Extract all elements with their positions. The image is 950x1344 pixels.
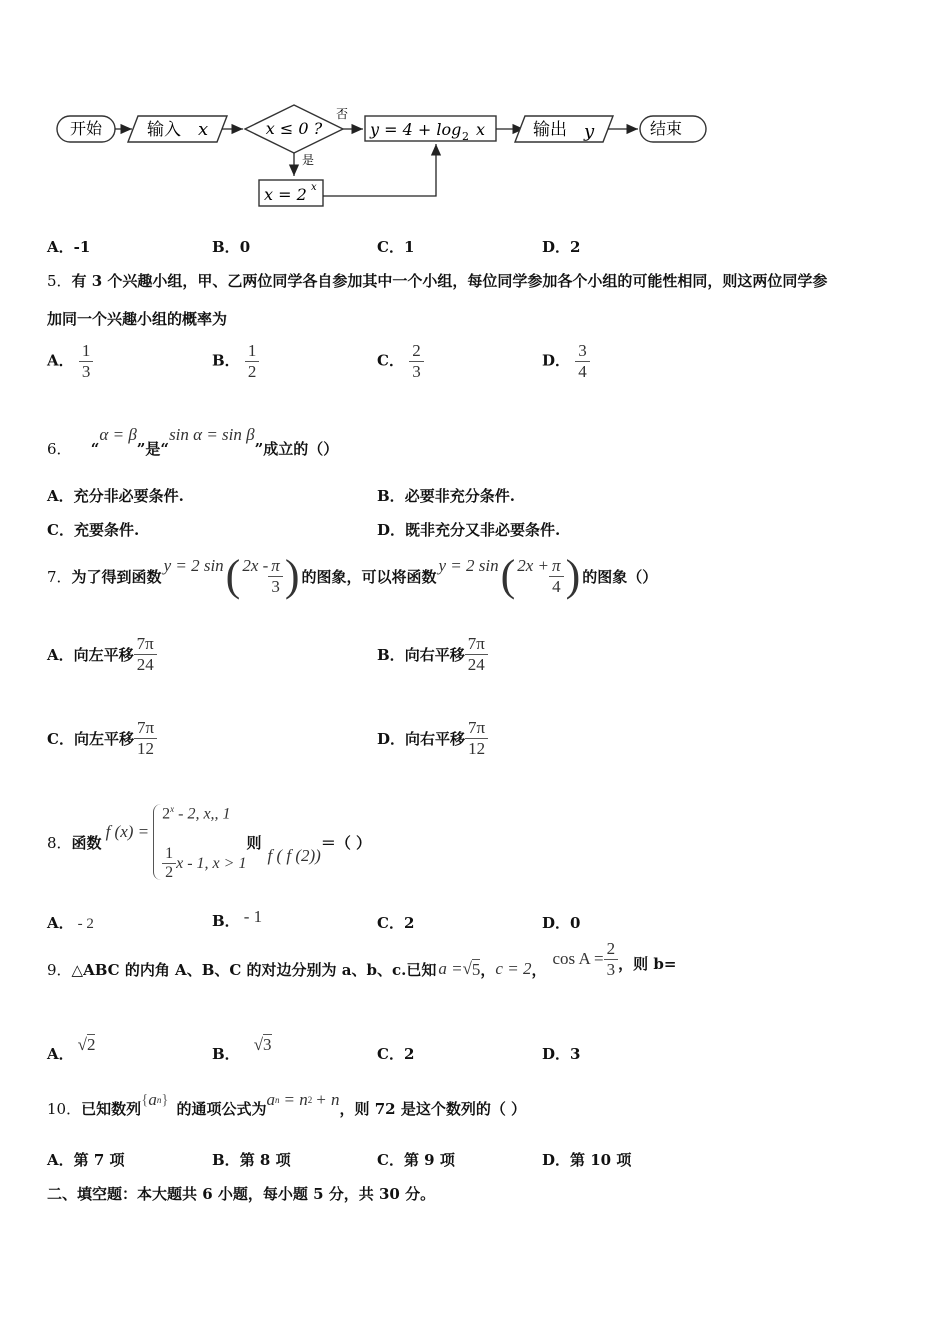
option-letter: C．: [377, 1151, 404, 1169]
brace-icon: [153, 804, 162, 880]
seq-brace-close: }: [161, 1091, 169, 1108]
paren-open: (: [225, 551, 241, 600]
flow-calc-y-var: x: [476, 120, 486, 139]
option-letter: B．: [212, 912, 240, 930]
radicand: 3: [263, 1035, 272, 1054]
flowchart: [50, 100, 770, 215]
option-value: 2: [403, 1045, 415, 1063]
flow-end-label: 结束: [649, 119, 683, 138]
numerator: 2: [409, 341, 424, 362]
option-letter: B．: [212, 351, 240, 370]
q10-text3: ，则 72 是这个数列的（ ）: [339, 1099, 527, 1118]
q10-option-a[interactable]: [47, 1149, 125, 1170]
denominator: 4: [578, 362, 587, 381]
q10-option-d[interactable]: [542, 1149, 631, 1170]
question-number: 10．: [47, 1099, 82, 1118]
math-func2-prefix: y = 2 sin: [438, 556, 499, 575]
sqrt-icon: √: [253, 1035, 264, 1054]
q10-text2: 的通项公式为: [176, 1099, 267, 1118]
flow-start-node: [57, 116, 115, 142]
q7-option-a[interactable]: [47, 634, 157, 675]
option-text: 向右平移: [404, 646, 465, 664]
option-letter: B．: [212, 238, 240, 256]
q5-text-line2: 加同一个兴趣小组的概率为: [47, 310, 228, 328]
radicand: 2: [86, 1035, 96, 1054]
flow-input-node: [128, 116, 227, 142]
q8-tail: ＝（ ）: [320, 833, 372, 852]
radicand: 5: [471, 959, 481, 979]
q4-option-d[interactable]: [542, 236, 580, 257]
denominator: 24: [467, 655, 485, 674]
fraction: [465, 634, 488, 675]
comma: ，: [531, 960, 547, 979]
denominator: 2: [165, 864, 174, 881]
option-letter: A．: [47, 351, 74, 370]
q8-stem: [47, 802, 371, 882]
option-letter: C．: [377, 351, 404, 370]
q4-option-a[interactable]: [47, 236, 90, 257]
seq-brace-open: {: [141, 1091, 149, 1108]
option-text: 向左平移: [73, 646, 134, 664]
denominator: 3: [606, 959, 616, 979]
q7-option-c[interactable]: [47, 718, 157, 759]
math-func1-prefix: y = 2 sin: [163, 556, 224, 575]
q6-option-c[interactable]: [47, 519, 139, 540]
flow-start-label: 开始: [69, 119, 103, 138]
q8-option-d[interactable]: [542, 912, 580, 933]
option-letter: A．: [47, 487, 74, 505]
flow-calc-y: y = 4 + log: [370, 120, 462, 139]
case2-rest: x - 1, x > 1: [176, 854, 247, 872]
an-sub: n: [275, 1095, 280, 1105]
case-1: [162, 804, 246, 823]
option-value: 2: [570, 238, 581, 256]
q9-option-a[interactable]: [47, 1034, 96, 1063]
q9-option-d[interactable]: [542, 1043, 580, 1064]
option-letter: D．: [542, 1151, 571, 1169]
option-value: 1: [403, 238, 415, 256]
denominator: 2: [247, 362, 257, 381]
fraction: [575, 341, 590, 382]
flow-no-label: 否: [336, 107, 349, 121]
numerator: 7π: [134, 718, 157, 739]
section-title: 二、填空题：本大题共 6 小题，每小题 5 分，共 30 分。: [47, 1185, 436, 1203]
question-number: 5．: [47, 272, 72, 290]
option-letter: B．: [212, 1045, 240, 1063]
eq-sup: 2: [307, 1095, 313, 1105]
flow-calc-y-sub: 2: [462, 130, 469, 143]
option-letter: D．: [542, 238, 571, 256]
q5-option-d[interactable]: [542, 341, 590, 382]
numerator: 7π: [465, 718, 488, 739]
fraction: [79, 341, 94, 382]
option-value: - 1: [243, 907, 263, 926]
q8-text1: 函数: [71, 833, 102, 852]
q6-text-is: ”是“: [136, 440, 170, 458]
q6-option-b[interactable]: [377, 485, 515, 506]
q7-option-b[interactable]: [377, 634, 488, 675]
numerator: 1: [245, 341, 260, 362]
flow-process-x-node: [259, 180, 323, 206]
fraction: [604, 939, 619, 980]
option-letter: B．: [212, 1151, 240, 1169]
math-a-eq: a =: [438, 959, 463, 978]
math-cos-eq: cos A =: [552, 949, 604, 968]
sqrt-icon: √: [77, 1035, 87, 1054]
option-letter: D．: [542, 914, 571, 932]
option-letter: D．: [377, 521, 406, 539]
q9-stem: [47, 938, 677, 992]
q7-text3: 的图象（）: [582, 567, 658, 586]
option-text: 第 10 项: [570, 1151, 632, 1169]
option-letter: A．: [47, 238, 74, 256]
option-value: 0: [570, 914, 581, 932]
option-text: 充要条件.: [73, 521, 140, 539]
q5-option-c[interactable]: [377, 341, 424, 382]
paren-close: ): [284, 551, 300, 600]
option-letter: C．: [47, 521, 74, 539]
q7-stem: [47, 552, 657, 600]
q5-option-a[interactable]: [47, 341, 93, 382]
denominator: 4: [552, 576, 561, 596]
option-text: 既非充分又非必要条件.: [405, 521, 561, 539]
case1-rest: - 2, x,, 1: [178, 805, 231, 823]
math-c-eq: c = 2: [495, 959, 532, 978]
option-text: 向左平移: [73, 730, 134, 748]
comma: ，: [480, 960, 496, 979]
math-func1-inner: 2x -: [242, 556, 269, 575]
option-letter: B．: [377, 646, 405, 664]
question-number: 9．: [47, 960, 72, 979]
denominator: 3: [271, 576, 280, 596]
option-letter: C．: [377, 238, 404, 256]
q8-then: 则: [246, 833, 262, 852]
option-letter: D．: [542, 1045, 571, 1063]
q8-option-a[interactable]: [47, 912, 94, 933]
q7-text1: 为了得到函数: [71, 567, 162, 586]
denominator: 12: [137, 739, 155, 758]
math-eq: = n: [283, 1090, 308, 1109]
flow-assign-x-sup: x: [311, 182, 317, 193]
q9-option-b[interactable]: [212, 1034, 272, 1063]
paren-close: ): [565, 551, 581, 600]
option-letter: A．: [47, 1151, 74, 1169]
flow-input-var: x: [198, 119, 209, 140]
q10-option-b[interactable]: [212, 1149, 291, 1170]
q10-option-c[interactable]: [377, 1149, 455, 1170]
option-letter: A．: [47, 646, 74, 664]
option-letter: A．: [47, 1045, 74, 1063]
fraction: [162, 845, 176, 882]
option-value: - 2: [77, 916, 94, 932]
q6-option-a[interactable]: [47, 485, 184, 506]
q6-option-d[interactable]: [377, 519, 560, 540]
q10-stem: [47, 1088, 526, 1128]
option-text: 第 9 项: [403, 1151, 455, 1169]
option-letter: D．: [542, 351, 571, 370]
flow-output-var: y: [584, 121, 595, 142]
q8-option-c[interactable]: [377, 912, 414, 933]
q7-option-d[interactable]: [377, 718, 488, 759]
numerator: π: [549, 556, 564, 577]
flow-loop-arrow: [323, 144, 436, 196]
seq-sub: n: [156, 1095, 162, 1105]
option-text: 必要非充分条件.: [404, 487, 515, 505]
math-cond1: α = β: [99, 425, 137, 444]
flow-assign-x: x = 2: [264, 185, 307, 204]
math-ffx: f ( f (2)): [267, 846, 321, 865]
flow-input-label: 输入: [147, 120, 181, 140]
denominator: 3: [412, 362, 421, 381]
q6-text-tail: ”成立的（）: [254, 440, 339, 458]
fraction: [245, 341, 260, 382]
option-text: 充分非必要条件.: [73, 487, 184, 505]
fraction: [268, 556, 283, 597]
fraction: [465, 718, 488, 759]
flow-yes-label: 是: [302, 153, 315, 167]
q4-option-b[interactable]: [212, 236, 250, 257]
fraction: [134, 634, 157, 675]
fraction: [549, 556, 564, 597]
math-cond2: sin α = sin β: [169, 425, 255, 444]
option-text: 第 7 项: [73, 1151, 125, 1169]
option-value: -1: [73, 238, 91, 256]
math-eq-rest: + n: [315, 1090, 340, 1109]
q4-option-c[interactable]: [377, 236, 414, 257]
question-number: 7．: [47, 567, 72, 586]
question-number: 6．: [47, 440, 72, 458]
option-value: 2: [403, 914, 415, 932]
q9-text1: △ABC 的内角 A、B、C 的对边分别为 a、b、c.已知: [71, 960, 437, 979]
q5-option-b[interactable]: [212, 341, 259, 382]
option-letter: D．: [377, 730, 406, 748]
numerator: π: [268, 556, 283, 577]
q5-line1: [47, 270, 827, 291]
flow-process-y-node: [365, 116, 496, 143]
option-letter: C．: [47, 730, 74, 748]
flow-decision-node: [245, 105, 343, 153]
piecewise-cases: [162, 802, 246, 882]
q10-text1: 已知数列: [81, 1099, 142, 1118]
fraction: [134, 718, 157, 759]
q6-stem: [47, 424, 338, 464]
q5-text-line1: 有 3 个兴趣小组，甲、乙两位同学各自参加其中一个小组，每位同学参加各个小组的可能性相同，则这两位同学参: [71, 272, 828, 290]
numerator: 3: [575, 341, 590, 362]
option-value: 3: [570, 1045, 581, 1063]
sqrt-icon: √: [462, 959, 472, 978]
option-text: 第 8 项: [239, 1151, 291, 1169]
option-value: 0: [239, 238, 251, 256]
seq-var: a: [148, 1090, 157, 1109]
quote-mark: “: [90, 440, 100, 458]
denominator: 12: [468, 739, 486, 758]
flow-end-node: [640, 116, 706, 142]
q7-text2: 的图象，可以将函数: [301, 567, 437, 586]
q9-option-c[interactable]: [377, 1043, 414, 1064]
option-text: 向右平移: [405, 730, 466, 748]
question-number: 8．: [47, 833, 72, 852]
numerator: 1: [162, 845, 176, 864]
fraction: [409, 341, 424, 382]
numerator: 7π: [465, 634, 488, 655]
case1-base: 2: [162, 805, 171, 823]
math-func2-inner: 2x +: [517, 556, 550, 575]
math-fx: f (x) =: [105, 822, 150, 841]
case1-sup: x: [170, 804, 175, 814]
option-letter: B．: [377, 487, 405, 505]
numerator: 1: [79, 341, 94, 362]
q9-tail: ，则 b=: [618, 954, 677, 973]
numerator: 2: [604, 939, 619, 960]
flow-output-label: 输出: [533, 120, 567, 140]
flow-output-node: [515, 116, 613, 142]
case-2: [162, 845, 246, 882]
an-var: a: [266, 1090, 276, 1109]
paren-open: (: [500, 551, 516, 600]
denominator: 3: [81, 362, 91, 381]
option-letter: A．: [47, 914, 74, 932]
numerator: 7π: [134, 634, 157, 655]
option-letter: C．: [377, 914, 404, 932]
flow-condition: x ≤ 0 ?: [265, 119, 323, 138]
denominator: 24: [136, 655, 154, 674]
option-letter: C．: [377, 1045, 404, 1063]
q8-option-b[interactable]: [212, 907, 263, 931]
